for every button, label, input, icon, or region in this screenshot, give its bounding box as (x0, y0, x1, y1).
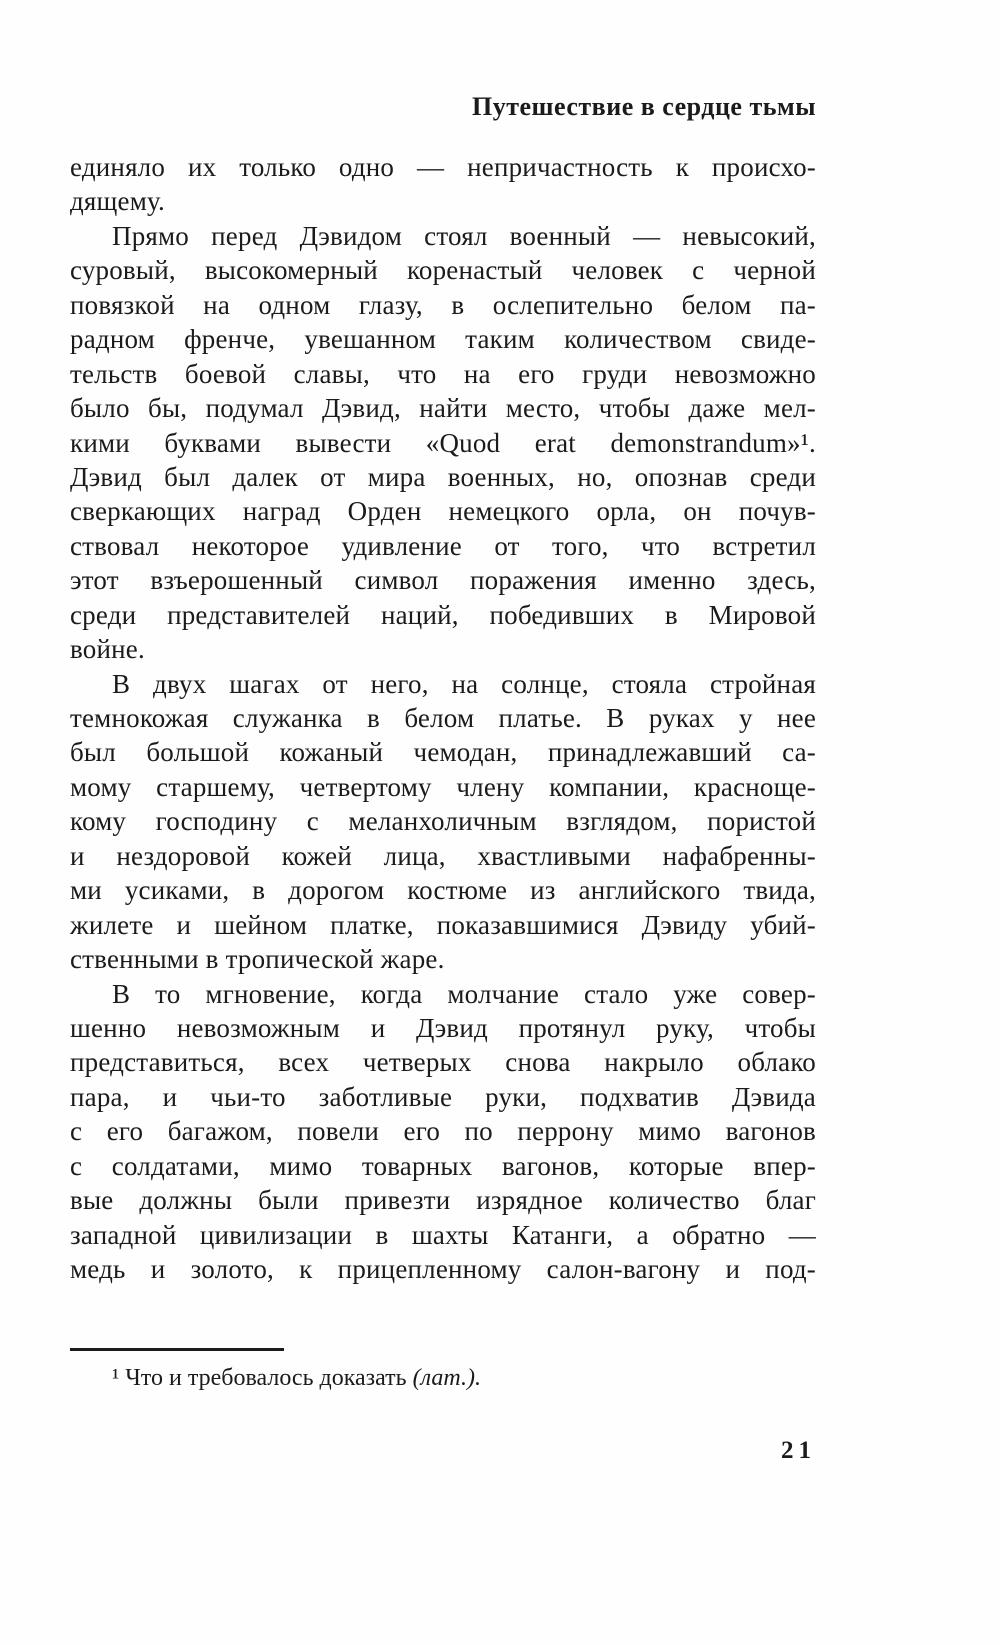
text-line: Дэвид был далек от мира военных, но, опознав среди (70, 461, 816, 492)
text-line: В то мгновение, когда молчание стало уже совер- (112, 978, 816, 1009)
text-line: темнокожая служанка в белом платье. В руках у нее (70, 703, 816, 733)
text-line: и нездоровой кожей лица, хвастливыми нафабренны- (70, 840, 816, 871)
text-line: было бы, подумал Дэвид, найти место, чтобы даже мел- (70, 393, 816, 424)
text-line: ми усиками, в дорогом костюме из английского твида, (70, 875, 816, 906)
text-line: кими буквами вывести «Quod erat demonstrandum»¹. (70, 427, 816, 458)
text-line: сверкающих наград Орден немецкого орла, он почув- (70, 496, 816, 527)
text-line: войне. (70, 634, 145, 665)
text-line: повязкой на одном глазу, в ослепительно белом па- (70, 289, 816, 320)
text-line: вые должны были привезти изрядное количество благ (70, 1185, 816, 1216)
text-line: среди представителей наций, победивших в Мировой (70, 599, 816, 630)
text-line: пара, и чьи-то заботливые руки, подхватив Дэвида (70, 1081, 816, 1112)
text-line: жилете и шейном платке, показавшимися Дэвиду убий- (70, 909, 816, 940)
page-number: 21 (781, 1437, 816, 1464)
text-line: этот взъерошенный символ поражения именно здесь, (70, 565, 816, 596)
text-line: с солдатами, мимо товарных вагонов, которые впер- (70, 1150, 816, 1181)
text-line: Прямо перед Дэвидом стоял военный — невысокий, (112, 220, 816, 251)
text-line: тельств боевой славы, что на его груди невозможно (70, 358, 816, 389)
footnote-divider (70, 1348, 284, 1351)
text-block (70, 150, 816, 1286)
text-line: радном френче, увешанном таким количеством свиде- (70, 324, 816, 355)
text-line: медь и золото, к прицепленному салон-вагону и под- (70, 1254, 816, 1284)
running-head: Путешествие в сердце тьмы (472, 92, 816, 121)
footnote (70, 1362, 816, 1394)
text-line: кому господину с меланхоличным взглядом, пористой (70, 806, 816, 837)
text-line: ственными в тропической жаре. (70, 944, 445, 975)
text-line: мому старшему, четвертому члену компании, красноще- (70, 771, 816, 802)
text-line: западной цивилизации в шахты Катанги, а обратно — (70, 1219, 816, 1250)
text-line: единяло их только одно — непричастность к происхо- (70, 152, 816, 182)
text-line: дящему. (70, 186, 165, 217)
footnote-latin-note: (лат.). (412, 1365, 481, 1391)
footnote-marker: ¹ (112, 1365, 126, 1391)
footnote-text: Что и требовалось доказать (125, 1365, 413, 1391)
text-line: представиться, всех четверых снова накрыло облако (70, 1047, 816, 1078)
text-line: шенно невозможным и Дэвид протянул руку, чтобы (70, 1012, 816, 1043)
text-line: В двух шагах от него, на солнце, стояла стройная (112, 668, 816, 699)
text-line: был большой кожаный чемодан, принадлежавший са- (70, 737, 816, 768)
text-line: ствовал некоторое удивление от того, что встретил (70, 530, 816, 561)
text-line: суровый, высокомерный коренастый человек с черной (70, 255, 816, 286)
text-line: с его багажом, повели его по перрону мимо вагонов (70, 1116, 816, 1147)
